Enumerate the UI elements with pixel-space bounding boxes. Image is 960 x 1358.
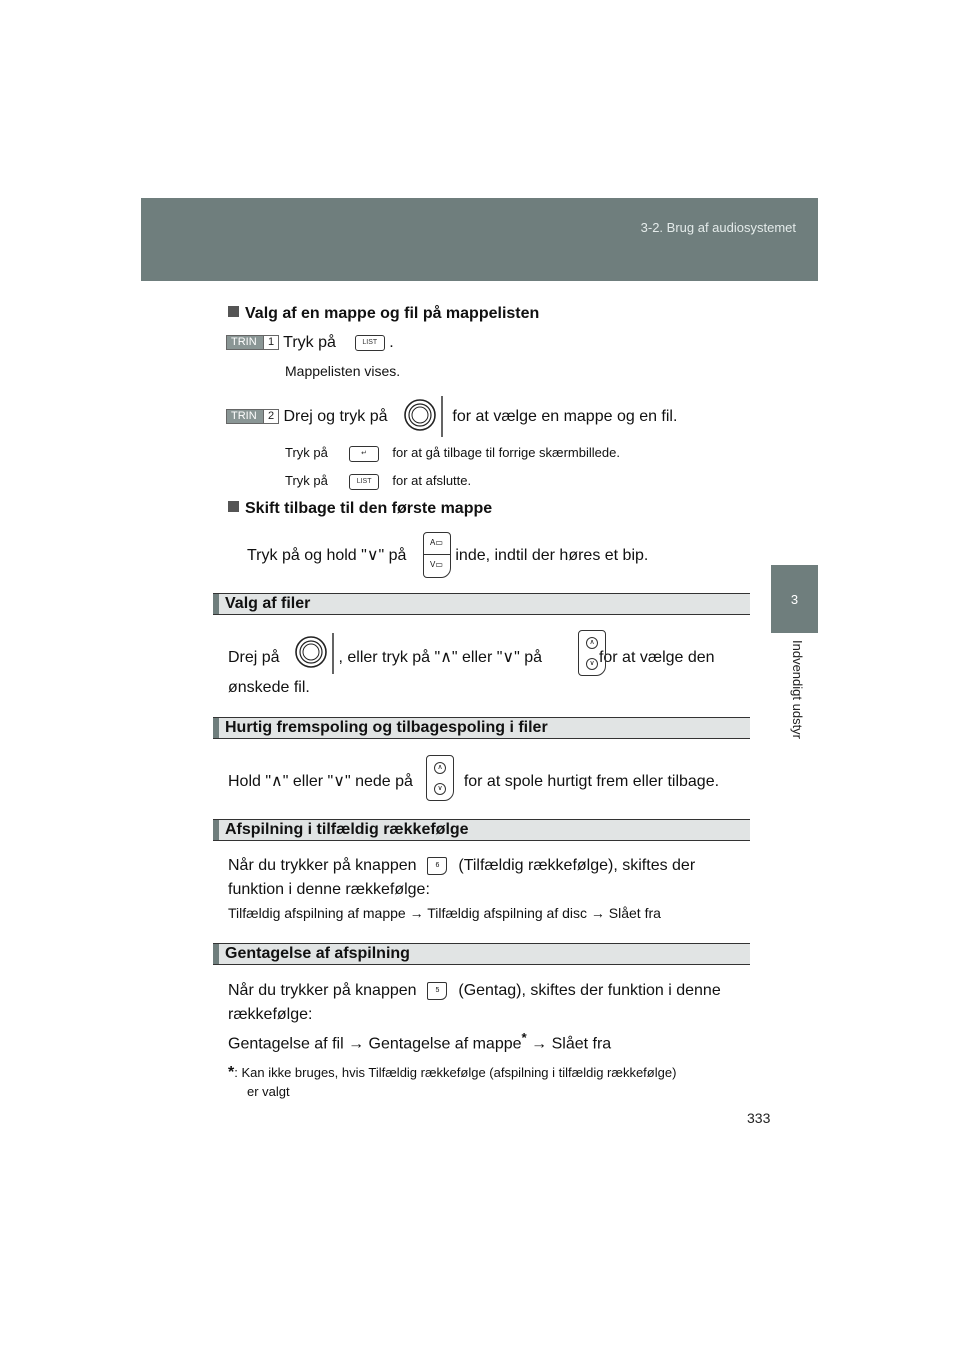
heading-first-folder: Skift tilbage til den første mappe (228, 500, 492, 518)
repeat-line-1: Når du trykker på knappen 5 (Gentag), skiftes der funktion i denne (228, 982, 721, 1000)
seek-rocker-icon: ∧ ∨ (578, 630, 606, 676)
chapter-title: Indvendigt udstyr (790, 640, 805, 740)
tune-knob-icon (295, 632, 337, 676)
square-bullet-icon (228, 306, 239, 317)
repeat-line-2: rækkefølge: (228, 1006, 313, 1023)
first-folder-text: Tryk på og hold "∨" på inde, indtil der høres et bip. (247, 547, 649, 564)
repeat-sequence: Gentagelse af fil → Gentagelse af mappe* → Slået fra (228, 1030, 612, 1053)
footnote-cont: er valgt (247, 1084, 290, 1099)
random-button-icon: 6 (427, 857, 447, 875)
section-bar-repeat: Gentagelse af afspilning (213, 943, 750, 965)
page-number: 333 (747, 1110, 771, 1126)
section-bar-random: Afspilning i tilfældig rækkefølge (213, 819, 750, 841)
square-bullet-icon (228, 501, 239, 512)
random-sequence: Tilfældig afspilning af mappe → Tilfældig afspilning af disc → Slået fra (228, 905, 661, 921)
random-line-1: Når du trykker på knappen 6 (Tilfældig rækkefølge), skiftes der (228, 857, 696, 875)
chapter-number: 3 (790, 591, 799, 607)
header-band (141, 198, 818, 281)
list-button-icon: LIST (355, 335, 385, 351)
valg-line-2: ønskede fil. (228, 679, 310, 696)
note-exit: Tryk på LIST for at afslutte. (285, 473, 472, 488)
tune-knob-icon (404, 395, 446, 439)
step-1: TRIN 1 Tryk på LIST . (226, 334, 394, 352)
back-button-icon: ↵ (349, 446, 379, 462)
note-back: Tryk på ↵ for at gå tilbage til forrige skærmbillede. (285, 445, 620, 460)
trin-badge: TRIN 2 (226, 409, 279, 424)
list-button-icon: LIST (349, 474, 379, 490)
seek-rocker-icon: ∧ ∨ (426, 755, 454, 801)
footnote: *: Kan ikke bruges, hvis Tilfældig rækkefølge (afspilning i tilfældig rækkefølge) (228, 1064, 677, 1081)
section-title: 3-2. Brug af audiosystemet (640, 220, 796, 235)
step-2: TRIN 2 Drej og tryk på for at vælge en mappe og en fil. (226, 408, 677, 426)
heading-folder-list: Valg af en mappe og fil på mappelisten (228, 305, 539, 323)
trin-badge: TRIN 1 (226, 335, 279, 350)
repeat-button-icon: 5 (427, 982, 447, 1000)
section-bar-hurtig: Hurtig fremspoling og tilbagespoling i filer (213, 717, 750, 739)
section-bar-valg: Valg af filer (213, 593, 750, 615)
step-1-note: Mappelisten vises. (285, 363, 401, 379)
hurtig-text: Hold "∧" eller "∨" nede på for at spole hurtigt frem eller tilbage. (228, 773, 720, 790)
random-line-2: funktion i denne rækkefølge: (228, 881, 430, 898)
folder-rocker-icon: A▭ V▭ (423, 532, 451, 578)
valg-line-1: Drej på , eller tryk på "∧" eller "∨" på for at vælge den (228, 649, 715, 666)
chapter-tab (771, 565, 818, 633)
